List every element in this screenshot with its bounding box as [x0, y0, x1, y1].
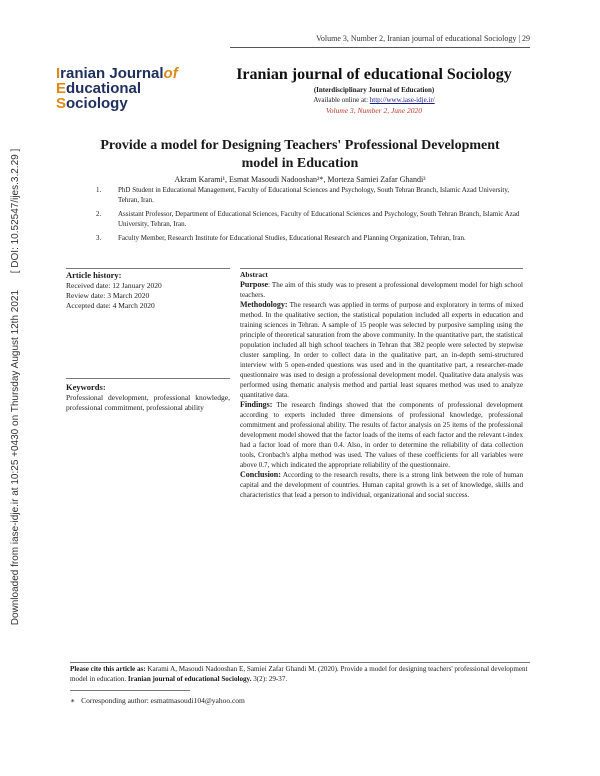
affiliation-item: 1. PhD Student in Educational Management, Faculty of Educational Sciences and Psychology, South Tehran Branch, Islamic Azad University, Tehran, Iran.: [96, 186, 510, 204]
affiliation-item: 3. Faculty Member, Research Institute for Educational Studies, Educational Research and Planning Organization, Tehran, Iran.: [96, 234, 466, 242]
keywords-heading: Keywords:: [66, 382, 106, 392]
article-history-heading: Article history:: [66, 270, 122, 280]
citation: [70, 662, 530, 684]
citation-label: Please cite this article as:: [70, 665, 146, 673]
author-list: Akram Karami¹, Esmat Masoudi Nadooshan²*, Morteza Samiei Zafar Ghandi³: [174, 175, 426, 184]
corresponding-author: Corresponding author: esmatmasoudi104@yahoo.com: [81, 696, 245, 705]
logo-line-3: Sociology: [56, 95, 128, 112]
journal-availability: [214, 96, 534, 104]
available-label: Available online at:: [313, 96, 369, 104]
affiliation-item: 2. Assistant Professor, Department of Educational Sciences, Faculty of Educational Sciences and Psychology, South Tehran Branch, Islamic Azad University, Tehran, Iran.: [96, 210, 520, 228]
article-title: Provide a model for Designing Teachers' Professional Development model in Education: [100, 138, 500, 171]
citation-journal: Iranian journal of educational Sociology.: [127, 675, 252, 683]
logo-line-1: Iranian Journalof: [56, 65, 178, 82]
footnote: [70, 696, 245, 705]
article-history: [66, 268, 230, 311]
abstract-purpose: Purpose: The aim of this study was to present a professional development model for high school teachers.: [240, 280, 523, 299]
keywords-text: Professional development, professional knowledge, professional commitment, professional ability: [66, 393, 230, 412]
abstract-methodology: Methodology: The research was applied in terms of purpose and exploratory in terms of mixed method. In the qualitative section, the statistical population included all experts in education and training sciences in Tehran. A sample of 15 people was selected by purposive sampling using the principle of theoretical saturation from the above community. In the quantitative part, the statistical population included all high school teachers in Tehran that 382 people were selected by stepwise cluster sampling. In order to collect data in the qualitative part, an in-depth semi-structured interview with 5 open-ended questions was used and in the quantitative part, a researcher-made questionnaire was used to design a professional development model. Qualitative data analysis was performed using thematic analysis method and partial least squares method was used to analyze quantitative data.: [240, 300, 523, 399]
citation-text: Karami A, Masoudi Nadooshan E, Samiei Zafar Ghandi M. (2020). Provide a model for designing teachers' professional development model in education.: [70, 665, 528, 683]
doi-note: [ DOI: 10.52547/ijes.3.2.29 ]: [10, 148, 21, 274]
accepted-date: Accepted date: 4 March 2020: [66, 301, 155, 310]
abstract-heading: Abstract: [240, 270, 268, 279]
affiliation-list: [96, 186, 528, 249]
review-date: Review date: 3 March 2020: [66, 291, 150, 300]
abstract-conclusion: Conclusion: According to the research results, there is a strong link between the role of human capital and the development of countries. Human capital growth is a set of knowledge, skills and characteristics that lead a person to individual, organizational and social success.: [240, 470, 523, 499]
header-rule: [230, 47, 530, 48]
citation-pages: 3(2): 29-37.: [251, 675, 288, 683]
journal-name: Iranian journal of educational Sociology: [236, 66, 512, 83]
abstract: [240, 268, 523, 500]
footnote-rule: [70, 690, 190, 691]
journal-logo: [56, 66, 206, 112]
asterisk-icon: ∗: [70, 696, 76, 705]
download-note: Downloaded from iase-idje.ir at 10:25 +0430 on Thursday August 12th 2021: [10, 289, 21, 626]
journal-url-link[interactable]: http://www.iase-idje.ir/: [369, 96, 435, 104]
journal-volume: Volume 3, Number 2, June 2020: [325, 106, 423, 115]
keywords: [66, 378, 230, 413]
running-head: Volume 3, Number 2, Iranian journal of educational Sociology | 29: [316, 34, 530, 43]
abstract-findings: Findings: The research findings showed that the components of professional development according to experts included three dimensions of professional knowledge, professional commitment and professional ability. The results of factor analysis on 25 items of the professional development model showed that the factor loads of the items of each factor and the relevant t-index had a factor load of more than 0.4. Also, in order to determine the reliability of data collection tools, Cronbach's alpha method was used. The values of these coefficients for all variables were above 0.7, which indicated the appropriate reliability of the questionnaire.: [240, 400, 523, 469]
download-watermark: [10, 92, 24, 682]
received-date: Received date: 12 January 2020: [66, 281, 162, 290]
logo-line-2: Educational: [56, 80, 142, 97]
journal-subtitle: (Interdisciplinary Journal of Education): [313, 86, 435, 94]
